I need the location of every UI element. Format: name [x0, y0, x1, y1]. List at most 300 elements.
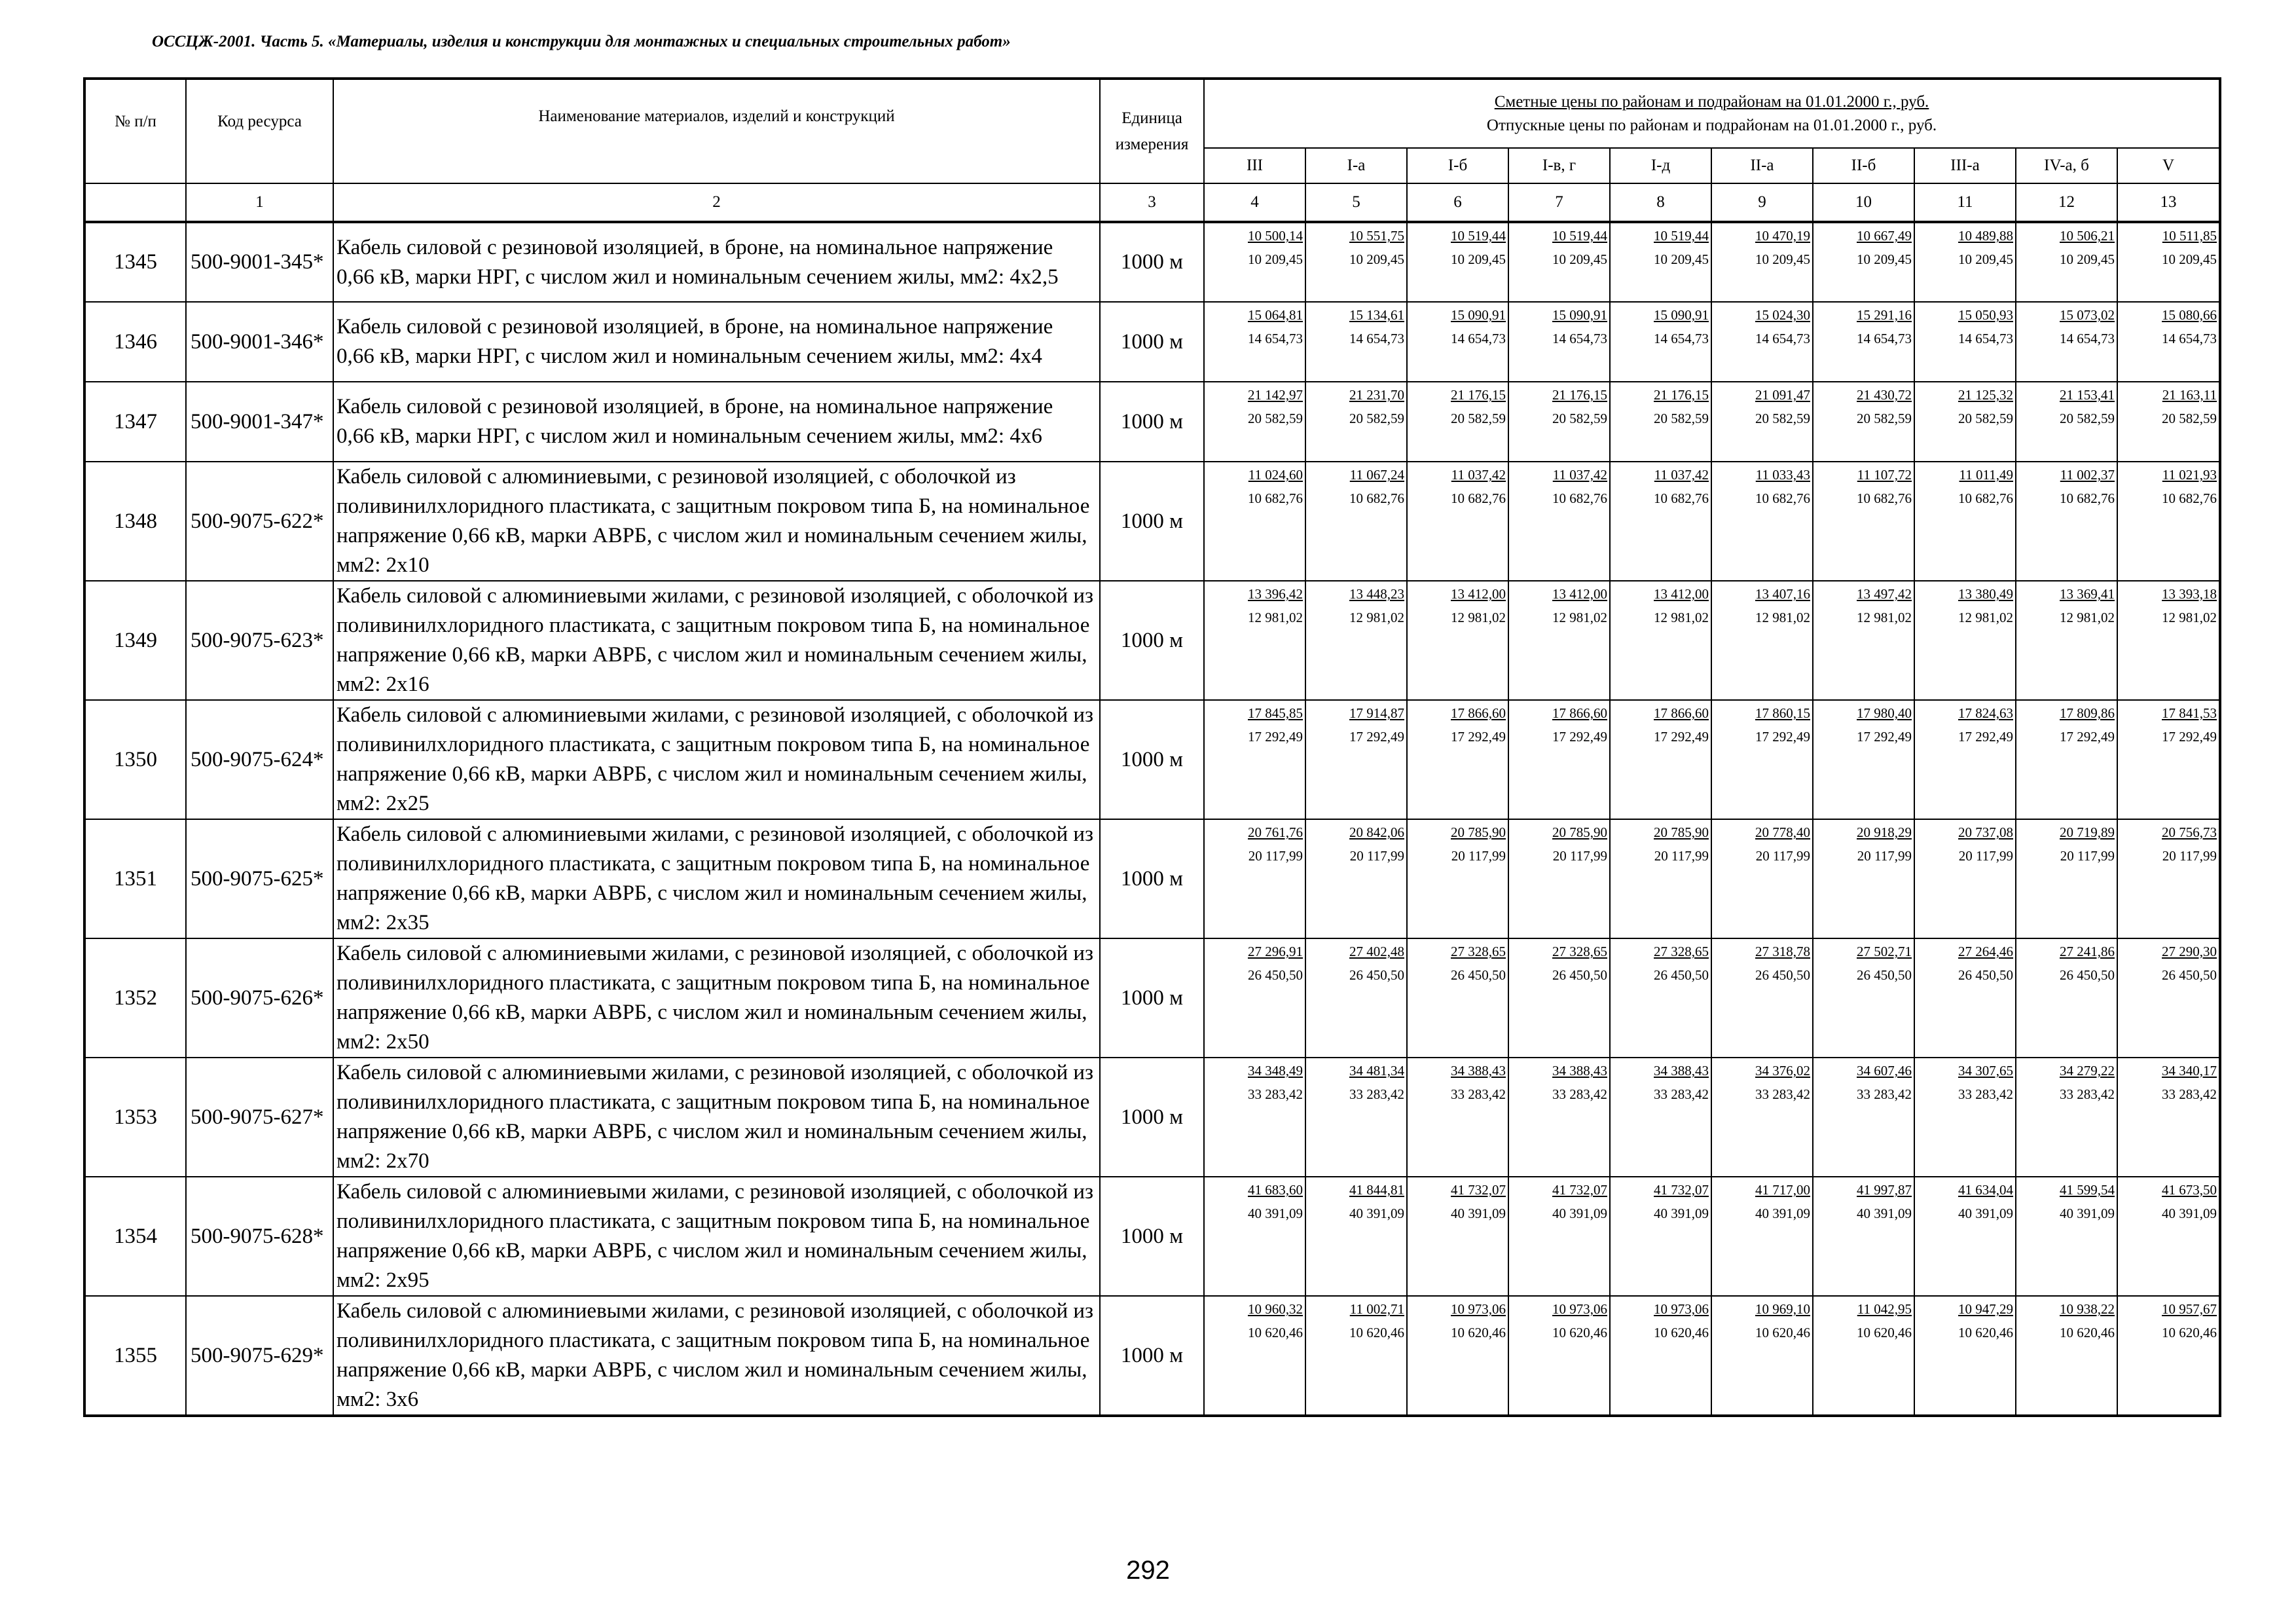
estimate-price: 11 037,42: [1654, 467, 1709, 483]
column-number: 6: [1407, 183, 1508, 222]
resource-code: 500-9075-623*: [186, 581, 333, 700]
page-number: 292: [1126, 1556, 1170, 1585]
estimate-price: 11 037,42: [1552, 467, 1607, 483]
unit-of-measure: 1000 м: [1100, 700, 1204, 819]
release-price: 10 209,45: [1349, 251, 1404, 267]
price-cell: [1914, 938, 2016, 1058]
estimate-price: 11 033,43: [1755, 467, 1810, 483]
table-row: [84, 1058, 2220, 1177]
price-cell: [1711, 938, 1813, 1058]
unit-of-measure: 1000 м: [1100, 1058, 1204, 1177]
release-price: 20 582,59: [1654, 411, 1709, 426]
unit-of-measure: 1000 м: [1100, 581, 1204, 700]
price-cell: [1204, 1296, 1305, 1416]
release-price: 26 450,50: [1552, 967, 1607, 983]
estimate-price: 34 607,46: [1857, 1063, 1912, 1079]
column-number: 3: [1100, 183, 1204, 222]
estimate-price: 34 388,43: [1451, 1063, 1506, 1079]
estimate-price: 10 969,10: [1755, 1301, 1810, 1317]
release-price: 40 391,09: [1349, 1206, 1404, 1221]
estimate-price: 10 519,44: [1654, 228, 1709, 244]
estimate-price: 13 396,42: [1248, 586, 1303, 602]
material-name: Кабель силовой с алюминиевыми жилами, с резиновой изоляцией, с оболочкой из поливинилхлоридного пластиката, с защитным покровом типа Б, на номинальное напряжение 0,66 кВ, марки АВРБ, с числом жил и номинальным сечением жилы, мм2: 2х95: [333, 1177, 1100, 1296]
price-cell: [2117, 382, 2220, 462]
column-number: 5: [1305, 183, 1407, 222]
price-cell: [1407, 1177, 1508, 1296]
region-header: I-б: [1407, 148, 1508, 183]
release-price: 10 682,76: [1451, 490, 1506, 506]
table-row: [84, 302, 2220, 382]
price-cell: [1508, 462, 1610, 581]
estimate-price: 10 489,88: [1958, 228, 2013, 244]
estimate-price: 17 809,86: [2060, 705, 2115, 721]
release-price: 10 209,45: [1857, 251, 1912, 267]
release-price: 33 283,42: [1248, 1086, 1303, 1102]
price-cell: [1813, 938, 1914, 1058]
estimate-price: 27 402,48: [1349, 944, 1404, 959]
price-cell: [1813, 1177, 1914, 1296]
price-cell: [1508, 1177, 1610, 1296]
release-price: 26 450,50: [1451, 967, 1506, 983]
release-price: 14 654,73: [1349, 331, 1404, 346]
column-number: 1: [186, 183, 333, 222]
header-name: Наименование материалов, изделий и конструкций: [333, 79, 1100, 183]
price-cell: [1204, 700, 1305, 819]
estimate-price: 20 785,90: [1451, 824, 1506, 840]
release-price: 17 292,49: [1857, 729, 1912, 745]
estimate-price: 13 412,00: [1552, 586, 1607, 602]
price-cell: [1813, 819, 1914, 938]
price-cell: [1711, 1058, 1813, 1177]
unit-of-measure: 1000 м: [1100, 819, 1204, 938]
resource-code: 500-9075-625*: [186, 819, 333, 938]
row-number: 1350: [84, 700, 186, 819]
price-cell: [1914, 581, 2016, 700]
release-price: 12 981,02: [1755, 610, 1810, 625]
estimate-price: 27 502,71: [1857, 944, 1912, 959]
table-row: [84, 819, 2220, 938]
estimate-price: 15 073,02: [2060, 307, 2115, 323]
release-price: 14 654,73: [1958, 331, 2013, 346]
release-price: 10 620,46: [1451, 1325, 1506, 1340]
release-price: 10 209,45: [1958, 251, 2013, 267]
estimate-price: 27 328,65: [1451, 944, 1506, 959]
price-cell: [2117, 1177, 2220, 1296]
estimate-price: 20 778,40: [1755, 824, 1810, 840]
price-cell: [1711, 819, 1813, 938]
estimate-price: 10 551,75: [1349, 228, 1404, 244]
price-cell: [1813, 581, 1914, 700]
release-price: 14 654,73: [1755, 331, 1810, 346]
price-cell: [1407, 1058, 1508, 1177]
release-price: 12 981,02: [1349, 610, 1404, 625]
estimate-price: 10 973,06: [1552, 1301, 1607, 1317]
price-cell: [2117, 581, 2220, 700]
price-cell: [2016, 302, 2117, 382]
release-price: 26 450,50: [1755, 967, 1810, 983]
estimate-price: 11 002,71: [1349, 1301, 1404, 1317]
price-cell: [1610, 819, 1711, 938]
estimate-price: 41 673,50: [2162, 1182, 2217, 1198]
estimate-price: 21 231,70: [1349, 387, 1404, 403]
estimate-price: 10 973,06: [1451, 1301, 1506, 1317]
estimate-price: 34 388,43: [1654, 1063, 1709, 1079]
price-cell: [1610, 302, 1711, 382]
estimate-price: 15 050,93: [1958, 307, 2013, 323]
resource-code: 500-9001-346*: [186, 302, 333, 382]
price-cell: [1305, 819, 1407, 938]
release-price: 26 450,50: [1857, 967, 1912, 983]
release-price: 14 654,73: [2060, 331, 2115, 346]
price-cell: [1610, 581, 1711, 700]
region-header: III: [1204, 148, 1305, 183]
price-cell: [1610, 1296, 1711, 1416]
estimate-price: 13 393,18: [2162, 586, 2217, 602]
price-cell: [1305, 938, 1407, 1058]
estimate-price: 17 841,53: [2162, 705, 2217, 721]
unit-of-measure: 1000 м: [1100, 938, 1204, 1058]
unit-of-measure: 1000 м: [1100, 222, 1204, 302]
column-number: 11: [1914, 183, 2016, 222]
estimate-price: 21 153,41: [2060, 387, 2115, 403]
price-cell: [2117, 938, 2220, 1058]
price-cell: [2117, 462, 2220, 581]
row-number: 1349: [84, 581, 186, 700]
region-header: IV-а, б: [2016, 148, 2117, 183]
price-cell: [1610, 938, 1711, 1058]
estimate-price: 17 980,40: [1857, 705, 1912, 721]
material-name: Кабель силовой с резиновой изоляцией, в броне, на номинальное напряжение 0,66 кВ, марки НРГ, с числом жил и номинальным сечением жилы, мм2: 4х4: [333, 302, 1100, 382]
release-price: 17 292,49: [2162, 729, 2217, 745]
estimate-price: 15 090,91: [1654, 307, 1709, 323]
price-cell: [1407, 819, 1508, 938]
material-name: Кабель силовой с алюминиевыми жилами, с резиновой изоляцией, с оболочкой из поливинилхлоридного пластиката, с защитным покровом типа Б, на номинальное напряжение 0,66 кВ, марки АВРБ, с числом жил и номинальным сечением жилы, мм2: 2х25: [333, 700, 1100, 819]
region-header: III-а: [1914, 148, 2016, 183]
price-cell: [1711, 700, 1813, 819]
release-price: 20 117,99: [1248, 848, 1303, 864]
estimate-price: 15 024,30: [1755, 307, 1810, 323]
row-number: 1353: [84, 1058, 186, 1177]
material-name: Кабель силовой с алюминиевыми жилами, с резиновой изоляцией, с оболочкой из поливинилхлоридного пластиката, с защитным покровом типа Б, на номинальное напряжение 0,66 кВ, марки АВРБ, с числом жил и номинальным сечением жилы, мм2: 2х16: [333, 581, 1100, 700]
price-cell: [2117, 1296, 2220, 1416]
column-number: 13: [2117, 183, 2220, 222]
estimate-price: 15 064,81: [1248, 307, 1303, 323]
release-price: 33 283,42: [1451, 1086, 1506, 1102]
material-name: Кабель силовой с алюминиевыми жилами, с резиновой изоляцией, с оболочкой из поливинилхлоридного пластиката, с защитным покровом типа Б, на номинальное напряжение 0,66 кВ, марки АВРБ, с числом жил и номинальным сечением жилы, мм2: 2х70: [333, 1058, 1100, 1177]
release-price: 10 682,76: [1857, 490, 1912, 506]
unit-of-measure: 1000 м: [1100, 302, 1204, 382]
estimate-price: 41 732,07: [1451, 1182, 1506, 1198]
price-cell: [1711, 302, 1813, 382]
column-number: 7: [1508, 183, 1610, 222]
release-price: 10 620,46: [1552, 1325, 1607, 1340]
release-price: 10 682,76: [1755, 490, 1810, 506]
price-cell: [2016, 938, 2117, 1058]
release-price: 20 117,99: [1654, 848, 1709, 864]
estimate-price: 20 785,90: [1654, 824, 1709, 840]
price-cell: [2016, 1296, 2117, 1416]
estimate-price: 10 519,44: [1451, 228, 1506, 244]
price-cell: [2016, 819, 2117, 938]
price-cell: [1204, 382, 1305, 462]
material-name: Кабель силовой с алюминиевыми жилами, с резиновой изоляцией, с оболочкой из поливинилхлоридного пластиката, с защитным покровом типа Б, на номинальное напряжение 0,66 кВ, марки АВРБ, с числом жил и номинальным сечением жилы, мм2: 2х50: [333, 938, 1100, 1058]
release-price: 20 117,99: [1552, 848, 1607, 864]
table-row: [84, 222, 2220, 302]
price-cell: [1204, 222, 1305, 302]
price-cell: [2016, 1058, 2117, 1177]
estimate-price: 21 176,15: [1654, 387, 1709, 403]
estimate-price: 15 090,91: [1552, 307, 1607, 323]
release-price: 10 620,46: [1958, 1325, 2013, 1340]
release-price: 10 682,76: [1958, 490, 2013, 506]
price-cell: [1914, 1058, 2016, 1177]
price-cell: [1407, 1296, 1508, 1416]
price-cell: [1407, 581, 1508, 700]
region-header: II-а: [1711, 148, 1813, 183]
price-cell: [1813, 1296, 1914, 1416]
estimate-price: 10 938,22: [2060, 1301, 2115, 1317]
resource-code: 500-9075-622*: [186, 462, 333, 581]
estimate-price: 10 973,06: [1654, 1301, 1709, 1317]
estimate-price: 17 866,60: [1552, 705, 1607, 721]
release-price: 33 283,42: [2162, 1086, 2217, 1102]
resource-code: 500-9075-627*: [186, 1058, 333, 1177]
release-price: 10 209,45: [1552, 251, 1607, 267]
estimate-price: 41 634,04: [1958, 1182, 2013, 1198]
unit-of-measure: 1000 м: [1100, 382, 1204, 462]
price-cell: [1813, 302, 1914, 382]
resource-code: 500-9075-626*: [186, 938, 333, 1058]
row-number: 1348: [84, 462, 186, 581]
price-cell: [1204, 581, 1305, 700]
resource-code: 500-9001-345*: [186, 222, 333, 302]
release-price: 10 620,46: [1857, 1325, 1912, 1340]
estimate-price: 13 412,00: [1654, 586, 1709, 602]
price-cell: [1813, 1058, 1914, 1177]
unit-of-measure: 1000 м: [1100, 1296, 1204, 1416]
price-cell: [2117, 222, 2220, 302]
price-cell: [1610, 462, 1711, 581]
estimate-price: 34 340,17: [2162, 1063, 2217, 1079]
release-price: 20 582,59: [1958, 411, 2013, 426]
estimate-price: 20 918,29: [1857, 824, 1912, 840]
resource-code: 500-9075-628*: [186, 1177, 333, 1296]
release-price: 26 450,50: [1248, 967, 1303, 983]
price-cell: [1305, 1058, 1407, 1177]
header-code: Код ресурса: [186, 79, 333, 183]
estimate-price: 13 380,49: [1958, 586, 2013, 602]
release-price: 20 582,59: [1248, 411, 1303, 426]
price-cell: [1813, 462, 1914, 581]
release-price: 26 450,50: [1958, 967, 2013, 983]
row-number: 1346: [84, 302, 186, 382]
price-cell: [1711, 222, 1813, 302]
release-price: 12 981,02: [1654, 610, 1709, 625]
price-cell: [1204, 302, 1305, 382]
estimate-price: 13 448,23: [1349, 586, 1404, 602]
price-cell: [1407, 382, 1508, 462]
price-cell: [2117, 700, 2220, 819]
estimate-price: 10 667,49: [1857, 228, 1912, 244]
estimate-price: 34 279,22: [2060, 1063, 2115, 1079]
unit-of-measure: 1000 м: [1100, 1177, 1204, 1296]
unit-of-measure: 1000 м: [1100, 462, 1204, 581]
price-cell: [1305, 1296, 1407, 1416]
price-cell: [1610, 1177, 1711, 1296]
row-number: 1354: [84, 1177, 186, 1296]
estimate-price: 41 599,54: [2060, 1182, 2115, 1198]
release-price: 12 981,02: [1552, 610, 1607, 625]
estimate-price: 10 947,29: [1958, 1301, 2013, 1317]
price-cell: [1711, 1296, 1813, 1416]
release-price: 14 654,73: [1654, 331, 1709, 346]
release-price: 10 682,76: [2162, 490, 2217, 506]
price-cell: [1914, 1296, 2016, 1416]
region-header: I-д: [1610, 148, 1711, 183]
release-price: 10 620,46: [1349, 1325, 1404, 1340]
estimate-price: 20 842,06: [1349, 824, 1404, 840]
release-price: 17 292,49: [1349, 729, 1404, 745]
material-name: Кабель силовой с резиновой изоляцией, в броне, на номинальное напряжение 0,66 кВ, марки НРГ, с числом жил и номинальным сечением жилы, мм2: 4х6: [333, 382, 1100, 462]
header-unit: [1100, 79, 1204, 183]
estimate-price: 27 318,78: [1755, 944, 1810, 959]
estimate-price: 41 683,60: [1248, 1182, 1303, 1198]
price-cell: [1711, 462, 1813, 581]
estimate-price: 27 290,30: [2162, 944, 2217, 959]
release-price: 10 620,46: [1654, 1325, 1709, 1340]
price-cell: [1813, 382, 1914, 462]
price-cell: [1305, 581, 1407, 700]
table-row: [84, 462, 2220, 581]
material-name: Кабель силовой с резиновой изоляцией, в броне, на номинальное напряжение 0,66 кВ, марки НРГ, с числом жил и номинальным сечением жилы, мм2: 4х2,5: [333, 222, 1100, 302]
release-price: 20 582,59: [2060, 411, 2115, 426]
price-cell: [1508, 1296, 1610, 1416]
release-price: 14 654,73: [1451, 331, 1506, 346]
estimate-price: 10 511,85: [2162, 228, 2217, 244]
price-cell: [1407, 302, 1508, 382]
estimate-price: 21 176,15: [1451, 387, 1506, 403]
release-price: 17 292,49: [1552, 729, 1607, 745]
release-price: 40 391,09: [1248, 1206, 1303, 1221]
estimate-price: 11 037,42: [1451, 467, 1506, 483]
release-price: 20 117,99: [1349, 848, 1404, 864]
column-number: 9: [1711, 183, 1813, 222]
estimate-price: 27 296,91: [1248, 944, 1303, 959]
release-price: 17 292,49: [2060, 729, 2115, 745]
release-price: 20 117,99: [2060, 848, 2115, 864]
release-price: 14 654,73: [1857, 331, 1912, 346]
row-number: 1345: [84, 222, 186, 302]
column-number: 4: [1204, 183, 1305, 222]
estimate-price: 17 914,87: [1349, 705, 1404, 721]
estimate-price: 41 997,87: [1857, 1182, 1912, 1198]
table-row: [84, 581, 2220, 700]
price-cell: [1711, 382, 1813, 462]
release-price: 40 391,09: [1552, 1206, 1607, 1221]
estimate-price: 13 497,42: [1857, 586, 1912, 602]
estimate-price: 41 717,00: [1755, 1182, 1810, 1198]
release-price: 12 981,02: [1248, 610, 1303, 625]
row-number: 1347: [84, 382, 186, 462]
price-cell: [1914, 1177, 2016, 1296]
header-unit-line2: измерения: [1115, 135, 1189, 153]
price-cell: [1204, 462, 1305, 581]
price-cell: [1914, 382, 2016, 462]
release-price: 10 682,76: [1552, 490, 1607, 506]
price-cell: [1508, 700, 1610, 819]
estimate-price: 15 080,66: [2162, 307, 2217, 323]
price-cell: [1813, 222, 1914, 302]
estimate-price: 20 737,08: [1958, 824, 2013, 840]
price-cell: [1508, 222, 1610, 302]
estimate-price: 10 957,67: [2162, 1301, 2217, 1317]
release-price: 40 391,09: [2162, 1206, 2217, 1221]
price-cell: [1305, 222, 1407, 302]
estimate-price: 11 021,93: [2162, 467, 2217, 483]
estimate-price: 20 719,89: [2060, 824, 2115, 840]
release-price: 40 391,09: [1654, 1206, 1709, 1221]
price-cell: [1407, 700, 1508, 819]
price-cell: [1305, 382, 1407, 462]
release-price: 10 682,76: [1349, 490, 1404, 506]
price-table: [83, 77, 2221, 1417]
estimate-price: 17 824,63: [1958, 705, 2013, 721]
release-price: 33 283,42: [1349, 1086, 1404, 1102]
release-price: 17 292,49: [1451, 729, 1506, 745]
release-price: 14 654,73: [1552, 331, 1607, 346]
release-price: 40 391,09: [2060, 1206, 2115, 1221]
price-cell: [1914, 700, 2016, 819]
price-cell: [1407, 462, 1508, 581]
estimate-price: 13 407,16: [1755, 586, 1810, 602]
estimate-price: 21 163,11: [2162, 387, 2217, 403]
estimate-price: 10 470,19: [1755, 228, 1810, 244]
release-price: 20 582,59: [1552, 411, 1607, 426]
estimate-price: 21 091,47: [1755, 387, 1810, 403]
estimate-price: 17 866,60: [1451, 705, 1506, 721]
release-price: 12 981,02: [1958, 610, 2013, 625]
price-cell: [1204, 819, 1305, 938]
price-cell: [1508, 581, 1610, 700]
price-cell: [1711, 1177, 1813, 1296]
release-price: 26 450,50: [1654, 967, 1709, 983]
estimate-price: 13 412,00: [1451, 586, 1506, 602]
region-header: I-а: [1305, 148, 1407, 183]
row-number: 1351: [84, 819, 186, 938]
column-number: 2: [333, 183, 1100, 222]
release-price: 33 283,42: [2060, 1086, 2115, 1102]
release-price: 20 117,99: [1755, 848, 1810, 864]
price-cell: [2117, 1058, 2220, 1177]
price-cell: [1305, 1177, 1407, 1296]
release-price: 10 209,45: [2162, 251, 2217, 267]
release-price: 33 283,42: [1857, 1086, 1912, 1102]
header-num: № п/п: [84, 79, 186, 183]
price-cell: [2016, 382, 2117, 462]
estimate-price: 41 732,07: [1552, 1182, 1607, 1198]
estimate-price: 10 500,14: [1248, 228, 1303, 244]
price-cell: [1305, 462, 1407, 581]
price-cell: [2016, 222, 2117, 302]
estimate-price: 34 481,34: [1349, 1063, 1404, 1079]
estimate-price: 21 176,15: [1552, 387, 1607, 403]
release-price: 33 283,42: [1654, 1086, 1709, 1102]
release-price: 20 117,99: [2162, 848, 2217, 864]
estimate-price: 10 960,32: [1248, 1301, 1303, 1317]
release-price: 10 682,76: [1248, 490, 1303, 506]
estimate-price: 11 067,24: [1349, 467, 1404, 483]
release-price: 10 209,45: [2060, 251, 2115, 267]
